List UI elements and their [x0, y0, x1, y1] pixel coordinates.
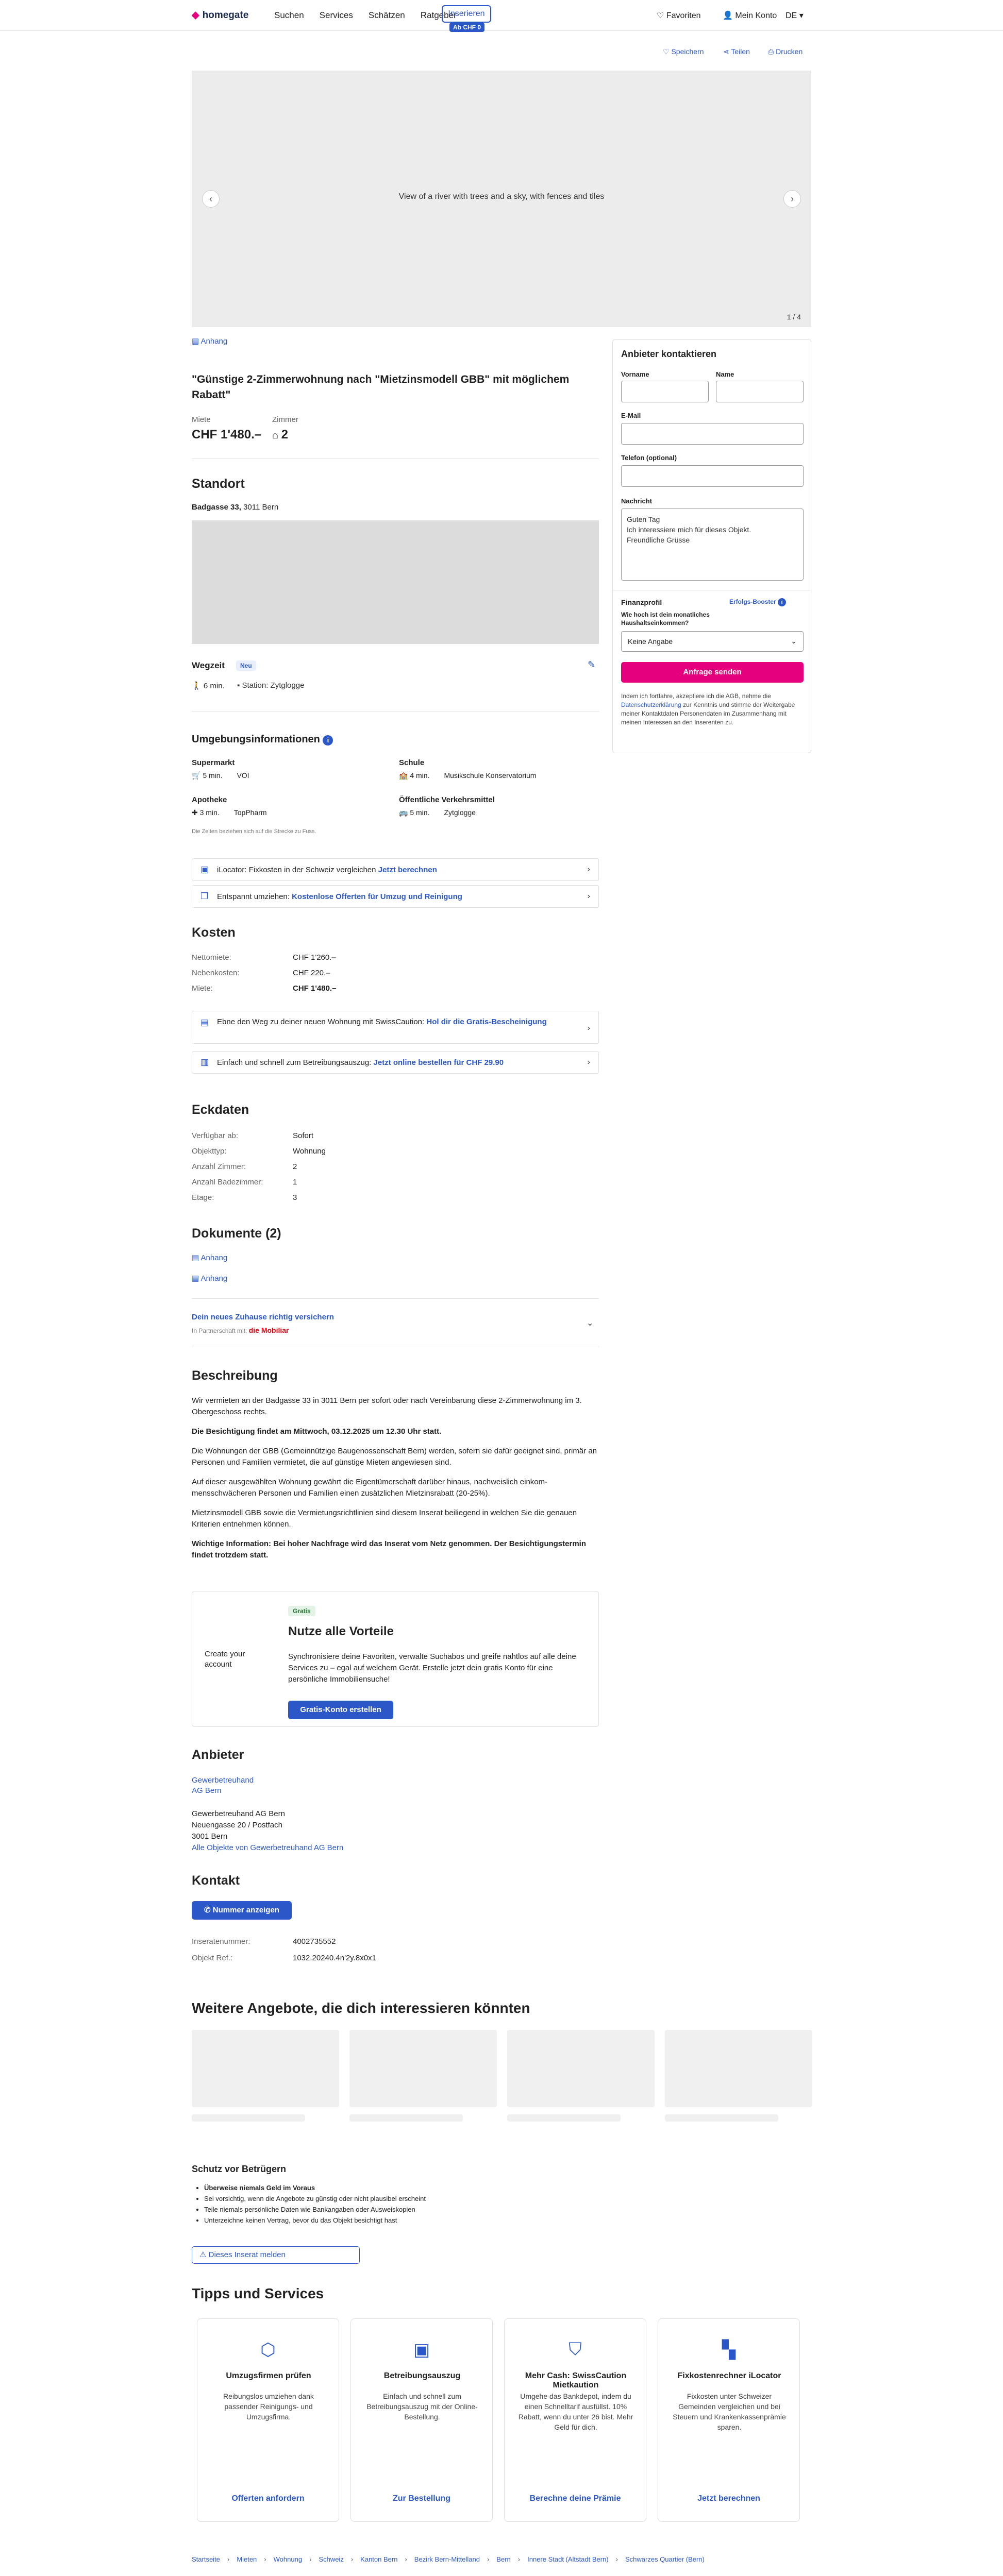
location-heading: Standort [192, 477, 245, 491]
submit-request-button[interactable]: Anfrage senden [621, 662, 804, 683]
document-icon: ▣ [413, 2340, 430, 2360]
gallery-next-button[interactable]: › [783, 190, 801, 208]
account-card-text: Synchronisiere deine Favoriten, verwalte Suchabos und greife nahtlos auf alle deine Services zu – egal auf welchem Gerät. Erstelle jetzt dein gratis Konto für eine persönliche Immobiliensuche! [288, 1652, 576, 1684]
legal-text: Indem ich fortfahre, akzeptiere ich die AGB, nehme die Datenschutzerklärung zur Kenntnis und stimme der Weitergabe meiner Kontaktdaten Personendaten im Zusammenhang mit meinen Interessen an den Inserenten zu. [621, 692, 795, 726]
nav-ratgeber[interactable]: Ratgeber [420, 10, 457, 20]
surroundings-item: Apotheke ✚ 3 min. TopPharm [192, 795, 267, 817]
fact-label: Verfügbar ab: [192, 1131, 239, 1140]
tip-link[interactable]: Jetzt berechnen [697, 2494, 760, 2503]
tip-card[interactable]: ⬡ Umzugsfirmen prüfen Reibungslos umziehen dank passender Reinigungs- und Umzugsfirma. Offerten anfordern [197, 2318, 339, 2522]
lastname-input[interactable] [716, 381, 804, 402]
email-input[interactable] [621, 423, 804, 445]
account-card-title: Nutze alle Vorteile [288, 1624, 394, 1638]
swisscaution-promo[interactable]: ▤ Ebne den Weg zu deiner neuen Wohnung mit SwissCaution: Hol dir die Gratis-Bescheinigung › [192, 1011, 599, 1044]
phone-icon: ✆ [204, 1906, 213, 1914]
documents-heading: Dokumente (2) [192, 1226, 281, 1241]
cost-label: Nebenkosten: [192, 969, 240, 977]
chevron-down-icon: ⌄ [791, 637, 797, 645]
finance-profile-label: Finanzprofil [621, 598, 662, 606]
fraud-item: • Überweise niemals Geld im Voraus [204, 2182, 575, 2193]
fraud-heading: Schutz vor Betrügern [192, 2164, 287, 2174]
info-icon: i [778, 598, 786, 606]
account-promo-card [192, 1591, 599, 1727]
tip-card[interactable]: ⛉ Mehr Cash: SwissCaution Mietkaution Umgehe das Bankdepot, indem du einen Schnelltarif ausfüllst. 10% Rabatt, wenn du unter 26 bist. Mehr Geld für dich. Berechne deine Prämie [504, 2318, 646, 2522]
fact-value: 2 [293, 1162, 297, 1171]
chevron-down-icon[interactable]: ⌄ [587, 1319, 594, 1328]
report-listing-button[interactable]: ⚠ Dieses Inserat melden [192, 2246, 360, 2264]
shield-icon: ⛉ [569, 2340, 582, 2359]
insurance-partner: In Partnerschaft mit: die Mobiliar [192, 1326, 289, 1334]
mobiliar-logo: die Mobiliar [248, 1326, 289, 1334]
contact-heading: Kontakt [192, 1873, 240, 1888]
breadcrumb-item[interactable]: Bezirk Bern-Mittelland [414, 2555, 480, 2563]
tip-card[interactable]: ▣ Betreibungsauszug Einfach und schnell zum Betreibungsauszug mit der Online-Bestellung. Zur Bestellung [350, 2318, 493, 2522]
tip-link[interactable]: Berechne deine Prämie [529, 2494, 621, 2503]
image-gallery[interactable] [192, 71, 811, 327]
cost-value: CHF 220.– [293, 969, 330, 977]
main-nav [274, 10, 457, 21]
save-action[interactable]: ♡ Speichern [663, 47, 704, 56]
contact-label: Inseratenummer: [192, 1937, 250, 1946]
breadcrumb-item[interactable]: Innere Stadt (Altstadt Bern) [527, 2555, 609, 2563]
breadcrumb-item[interactable]: Mieten [237, 2555, 257, 2563]
fraud-item: • Sei vorsichtig, wenn die Angebote zu günstig oder nicht plausibel erscheint [204, 2193, 575, 2204]
surroundings-heading: Umgebungsinformationen i [192, 734, 333, 745]
facts-heading: Eckdaten [192, 1103, 249, 1117]
email-label: E-Mail [621, 412, 641, 419]
cost-value: CHF 1'260.– [293, 953, 336, 962]
chevron-down-icon: ▾ [799, 11, 804, 20]
share-action[interactable]: ⋖ Teilen [723, 47, 750, 56]
rent-label: Miete [192, 415, 211, 424]
chevron-right-icon: › [587, 1058, 590, 1066]
chevron-right-icon: › [587, 892, 590, 901]
costs-heading: Kosten [192, 925, 236, 940]
header [0, 0, 1003, 31]
firstname-label: Vorname [621, 370, 649, 378]
account-card-left: Create your account [205, 1650, 245, 1669]
breadcrumb-item[interactable]: Bern [496, 2555, 511, 2563]
fact-label: Anzahl Zimmer: [192, 1162, 246, 1171]
gallery-counter: 1 / 4 [787, 313, 801, 321]
surroundings-item: Öffentliche Verkehrsmittel 🚌 5 min. Zytglogge [399, 795, 495, 817]
homegate-logo[interactable]: ◆ homegate [192, 10, 249, 21]
fact-value: Sofort [293, 1131, 314, 1140]
insert-price-badge: Ab CHF 0 [449, 23, 484, 32]
edit-icon[interactable]: ✎ [588, 659, 596, 670]
school-icon: 🏫 [399, 771, 410, 779]
fact-value: 1 [293, 1178, 297, 1187]
breadcrumb-item[interactable]: Kanton Bern [360, 2555, 398, 2563]
address: Badgasse 33, 3011 Bern [192, 503, 279, 512]
heart-icon: ♡ [657, 11, 666, 20]
nav-schaetzen[interactable]: Schätzen [368, 10, 405, 20]
provider-all-objects-link[interactable]: Alle Objekte von Gewerbetreuhand AG Bern [192, 1843, 344, 1852]
document-check-icon: ▤ [200, 1018, 209, 1027]
message-label: Nachricht [621, 497, 652, 505]
lastname-label: Name [716, 370, 734, 378]
insert-button[interactable]: Inserieren [442, 5, 491, 23]
breadcrumb-item[interactable]: Schwarzes Quartier (Bern) [625, 2555, 705, 2563]
description-heading: Beschreibung [192, 1368, 278, 1383]
phone-input[interactable] [621, 465, 804, 487]
breadcrumb-item[interactable]: Schweiz [319, 2555, 344, 2563]
fact-value: Wohnung [293, 1147, 326, 1156]
cost-label: Nettomiete: [192, 953, 231, 962]
document-icon: ▤ [192, 1274, 201, 1283]
fraud-list [204, 2182, 575, 2226]
rent-value: CHF 1'480.– [192, 428, 262, 442]
fraud-item: • Unterzeichne keinen Vertrag, bevor du das Objekt besichtigt hast [204, 2215, 575, 2226]
attachment-link[interactable]: ▤ Anhang [192, 337, 228, 346]
walk-icon: 🚶 [192, 682, 202, 690]
contact-form-heading: Anbieter kontaktieren [621, 349, 717, 359]
heart-icon: ♡ [663, 47, 672, 56]
fact-label: Objekttyp: [192, 1147, 227, 1156]
map-icon: ▚ [722, 2340, 736, 2360]
fact-label: Anzahl Badezimmer: [192, 1178, 263, 1187]
account-link[interactable]: 👤 Mein Konto [723, 11, 777, 20]
breadcrumb-item[interactable]: Wohnung [273, 2555, 303, 2563]
location-map[interactable] [192, 520, 599, 644]
moving-promo[interactable]: ❒ Entspannt umziehen: Kostenlose Offerten für Umzug und Reinigung › [192, 885, 599, 908]
bus-icon: 🚌 [399, 808, 410, 817]
cart-icon: 🛒 [192, 771, 203, 779]
document-link[interactable]: ▤ Anhang [192, 1274, 228, 1283]
nav-suchen[interactable]: Suchen [274, 10, 304, 20]
surroundings-note: Die Zeiten beziehen sich auf die Strecke zu Fuss. [192, 828, 316, 835]
route-label: Wegzeit [192, 660, 225, 670]
info-icon[interactable]: i [323, 735, 333, 745]
pharmacy-icon: ✚ [192, 808, 200, 817]
chevron-right-icon: › [587, 865, 590, 874]
message-textarea[interactable]: Guten Tag Ich interessiere mich für dieses Objekt. Freundliche Grüsse [621, 509, 804, 581]
provider-heading: Anbieter [192, 1748, 244, 1762]
provider-name-link[interactable]: Gewerbetreuhand AG Bern [192, 1776, 254, 1795]
tips-heading: Tipps und Services [192, 2285, 324, 2301]
insurance-link[interactable]: Dein neues Zuhause richtig versichern [192, 1313, 334, 1321]
more-offers-heading: Weitere Angebote, die dich interessieren könnten [192, 2000, 530, 2016]
divider [192, 1298, 599, 1299]
calculator-icon: ▣ [200, 865, 209, 874]
income-question: Wie hoch ist dein monatliches Haushaltseinkommen? [621, 611, 710, 626]
favorites-link[interactable]: ♡ Favoriten [657, 11, 701, 20]
gallery-prev-button[interactable]: ‹ [202, 190, 220, 208]
print-icon: ⎙ [768, 47, 776, 56]
contact-form [612, 339, 811, 753]
offer-card-placeholder[interactable] [665, 2030, 812, 2107]
provider-address: Gewerbetreuhand AG Bern Neuengasse 20 / Postfach 3001 Bern [192, 1809, 285, 1841]
offer-text-placeholder [349, 2114, 463, 2122]
fact-label: Etage: [192, 1193, 214, 1202]
cost-value: CHF 1'480.– [293, 984, 337, 993]
fraud-item: • Teile niemals persönliche Daten wie Bankangaben oder Ausweiskopien [204, 2204, 575, 2215]
contact-label: Objekt Ref.: [192, 1954, 233, 1962]
gratis-badge: Gratis [288, 1606, 315, 1616]
offer-card-placeholder[interactable] [507, 2030, 655, 2107]
contact-value: 1032.20240.4n'2y.8x0x1 [293, 1954, 376, 1962]
route-time: 🚶 6 min. [192, 682, 225, 690]
chevron-right-icon: › [587, 1024, 590, 1032]
box-icon: ⬡ [260, 2340, 276, 2360]
warning-icon: ⚠ [199, 2250, 209, 2259]
share-icon: ⋖ [723, 47, 731, 56]
surroundings-item: Schule 🏫 4 min. Musikschule Konservatorium [399, 758, 537, 779]
rooms-value: ⌂ 2 [272, 428, 288, 442]
booster-link[interactable]: Erfolgs-Booster i [729, 598, 786, 606]
document-icon: ▤ [192, 337, 201, 346]
document-link[interactable]: ▤ Anhang [192, 1253, 228, 1262]
rooms-label: Zimmer [272, 415, 298, 424]
breadcrumb: Startseite › Mieten › Wohnung › Schweiz › Kanton Bern › Bezirk Bern-Mittelland › Bern › Innere Stadt (Altstadt Bern) › Schwarzes Quartier (Bern) [192, 2555, 705, 2563]
new-badge: Neu [236, 660, 256, 671]
create-account-button[interactable]: Gratis-Konto erstellen [288, 1701, 393, 1719]
description-body: Wir vermieten an der Badgasse 33 in 3011 Bern per sofort oder nach Vereinbarung diese 2-Zimmerwohnung im 3. Obergeschoss rechts. Die Besichtigung findet am Mittwoch, 03.12.2025 um 12.30 Uhr statt. Die Wohnungen der GBB (Gemeinnützige Baugenossenschaft Bern) werden, sofern sie dafür geeignet sind, primär an Personen und Familien vermietet, die auf günstige Mieten angewiesen sind. Auf dieser ausgewählten Wohnung gewährt die Eigentümerschaft darüber hinaus, nachweislich einkommensschwächeren Personen und Familien einen zusätzlichen Mietzinsrabatt (20-25%). Mietzinsmodell GBB sowie die Vermietungsrichtlinien sind diesem Inserat beiliegend in welchen Sie die genauen Kriterien entnehmen können. Wichtige Information: Bei hoher Nachfrage wird das Inserat vom Netz genommen. Der Besichtigungstermin findet trotzdem statt. [192, 1396, 597, 1560]
privacy-link[interactable]: Datenschutzerklärung [621, 701, 681, 708]
logo-mark-icon: ◆ [192, 10, 199, 21]
surroundings-item: Supermarkt 🛒 5 min. VOI [192, 758, 249, 779]
document-icon: ▤ [192, 1253, 201, 1262]
phone-label: Telefon (optional) [621, 454, 677, 462]
offer-card-placeholder[interactable] [349, 2030, 497, 2107]
nav-services[interactable]: Services [319, 10, 353, 20]
contact-value: 4002735552 [293, 1937, 336, 1946]
box-icon: ❒ [200, 891, 209, 901]
language-selector[interactable]: DE ▾ [785, 11, 804, 20]
breadcrumb-item[interactable]: Startseite [192, 2555, 220, 2563]
fact-value: 3 [293, 1193, 297, 1202]
gallery-image-caption: View of a river with trees and a sky, with fences and tiles [398, 192, 605, 201]
id-card-icon: ▥ [200, 1057, 209, 1067]
user-icon: 👤 [723, 11, 735, 20]
offer-text-placeholder [507, 2114, 621, 2122]
tip-card[interactable]: ▚ Fixkostenrechner iLocator Fixkosten unter Schweizer Gemeinden vergleichen und bei Steuern und Krankenkassenprämie sparen. Jetzt berechnen [658, 2318, 800, 2522]
station-icon: ▪ [237, 681, 242, 690]
ilocator-promo[interactable]: ▣ iLocator: Fixkosten in der Schweiz vergleichen Jetzt berechnen › [192, 858, 599, 881]
listing-title: "Günstige 2-Zimmerwohnung nach "Mietzinsmodell GBB" mit möglichem Rabatt" [192, 374, 570, 401]
route-station: ▪ Station: Zytglogge [237, 681, 305, 690]
print-action[interactable]: ⎙ Drucken [768, 47, 803, 56]
show-number-button[interactable]: ✆ Nummer anzeigen [192, 1901, 292, 1920]
firstname-input[interactable] [621, 381, 709, 402]
tip-link[interactable]: Zur Bestellung [392, 2494, 450, 2503]
cost-label: Miete: [192, 984, 213, 993]
income-select[interactable]: Keine Angabe ⌄ [621, 631, 804, 652]
house-icon: ⌂ [272, 430, 281, 441]
offer-card-placeholder[interactable] [192, 2030, 339, 2107]
offer-text-placeholder [192, 2114, 305, 2122]
offer-text-placeholder [665, 2114, 778, 2122]
betreibung-promo[interactable]: ▥ Einfach und schnell zum Betreibungsauszug: Jetzt online bestellen für CHF 29.90 › [192, 1051, 599, 1074]
tip-link[interactable]: Offerten anfordern [231, 2494, 305, 2503]
